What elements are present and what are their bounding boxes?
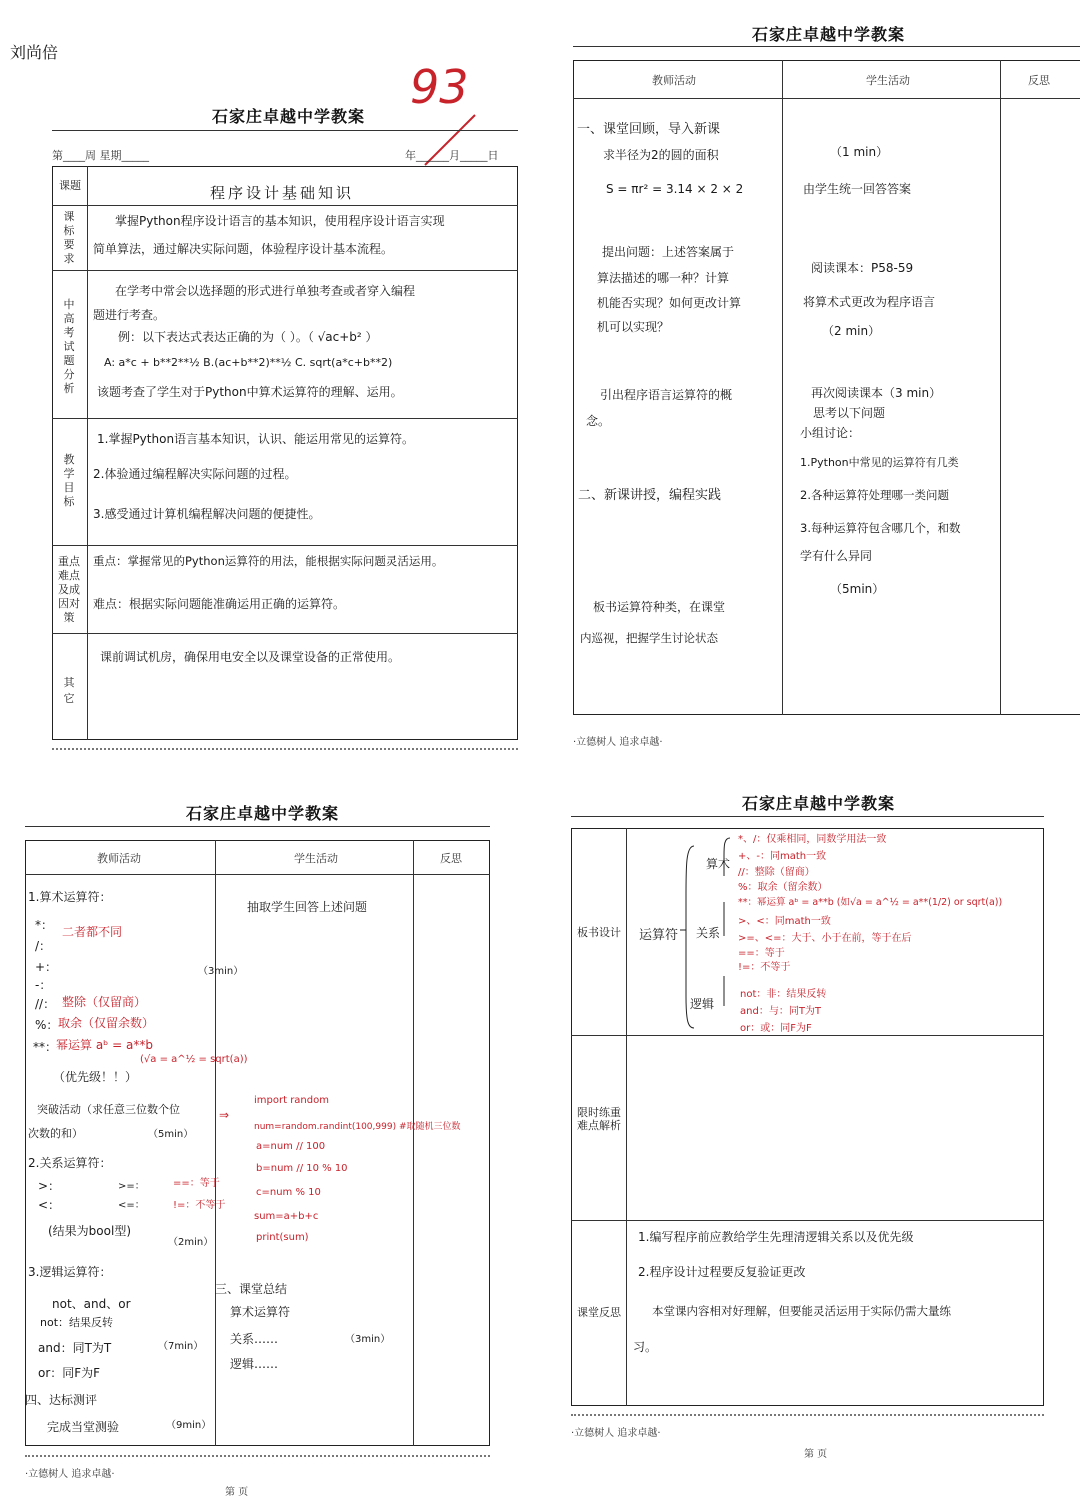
page1-title-rule [52,130,518,131]
p4-label-reflection: 课堂反思 [577,1306,621,1319]
p3-red-note: 二者都不同 [62,925,123,939]
page1-row-divider [52,205,518,206]
board-arith-item: +、-：同math一致 [738,851,827,862]
other-line: 课前调试机房，确保用电安全以及课堂设备的正常使用。 [100,650,401,664]
p4-reflection-line: 1.编写程序前应教给学生先理清逻辑关系以及优先级 [638,1230,914,1244]
p3-teacher-line: 次数的和） [28,1127,83,1140]
p4-label-practice: 限时练重难点解析 [577,1106,621,1132]
board-rel-item: >、<：同math一致 [738,916,831,927]
p3-time-mark: （7min） [158,1341,204,1352]
p3-red-note: 幂运算 aᵇ = a**b [56,1038,153,1052]
board-logic-item: not：非：结果反转 [740,989,827,1000]
board-arith-item: //：整除（留商） [738,867,815,878]
p3-teacher-line: not、and、or [52,1297,131,1311]
p3-code-line: print(sum) [256,1232,309,1243]
page1-label-divider [87,166,88,740]
p2-teacher-line: 一、课堂回顾，导入新课 [577,122,721,137]
exam-line: 题进行考查。 [93,308,166,322]
page1-row-divider [52,418,518,419]
board-branch: 关系 [696,926,721,940]
board-rel-item: ==：等于 [738,948,785,959]
board-arith-item: %：取余（留余数） [738,882,828,893]
p2-student-line: （2 min） [822,324,881,338]
page2-header-rule [573,98,1080,99]
page3-bottom-dots [25,1455,490,1457]
p3-red-note: (√a = a^½ = sqrt(a)) [140,1054,248,1065]
page4-footer-motto: ·立德树人 追求卓越· [571,1428,661,1439]
p4-reflection-line: 2.程序设计过程要反复验证更改 [638,1265,806,1279]
p3-code-line: num=random.randint(100,999) #取随机三位数 [254,1122,461,1132]
p3-teacher-line: *： [35,918,54,932]
page1-title: 石家庄卓越中学教案 [212,107,366,126]
page1-bottom-dots [52,748,518,750]
p3-teacher-line: -： [35,978,52,992]
p2-teacher-line: 求半径为2的圆的面积 [603,148,719,162]
exam-line: 该题考查了学生对于Python中算术运算符的理解、运用。 [97,385,403,399]
board-logic-item: or：或：同F为F [740,1023,812,1034]
page1-row-divider [52,633,518,634]
p3-time-mark: （3min） [198,966,244,977]
p3-teacher-line: or：同F为F [38,1366,101,1380]
p3-teacher-line: 1.算术运算符： [28,890,112,904]
board-root: 运算符 [639,928,679,943]
keypoint-line: 难点：根据实际问题能准确运用正确的运算符。 [93,597,346,611]
page2-header-teacher: 教师活动 [652,74,696,87]
exam-line: 在学考中常会以选择题的形式进行单独考查或者穿入编程 [115,284,416,298]
page3-header-student: 学生活动 [294,852,338,865]
p2-teacher-line: 提出问题：上述答案属于 [602,245,735,259]
page3-title-rule [25,826,490,827]
keypoint-line: 重点：掌握常见的Python运算符的用法，能根据实际问题灵活运用。 [93,554,444,568]
page2-title: 石家庄卓越中学教案 [752,25,906,44]
p3-teacher-line: 突破活动（求任意三位数个位 [37,1103,180,1116]
p3-code-line: c=num % 10 [256,1187,321,1198]
p2-student-line: （5min） [830,582,885,596]
grade-mark: 93 [410,60,469,114]
goal-line: 3.感受通过计算机编程解决问题的便捷性。 [93,507,321,521]
p2-teacher-line: 引出程序语言运算符的概 [600,388,733,402]
p3-teacher-line: 3.逻辑运算符： [28,1265,112,1279]
p2-student-line: 学有什么异同 [800,549,873,563]
p3-time-mark: （5min） [148,1129,194,1140]
board-branch: 逻辑 [690,997,715,1011]
p3-time-mark: （9min） [166,1420,212,1431]
goal-line: 2.体验通过编程解决实际问题的过程。 [93,467,297,481]
p3-student-line: 逻辑…… [230,1357,279,1371]
board-branch: 算术 [706,857,731,871]
exam-line: 例：以下表达式表达正确的为（ ）。（ √ac+b² ） [118,330,378,344]
p2-teacher-line: 板书运算符种类，在课堂 [593,600,726,614]
p3-red-note: !=：不等于 [173,1200,226,1211]
p2-teacher-line: 内巡视，把握学生讨论状态 [580,631,718,645]
page4-row-divider [571,1035,1044,1036]
p3-teacher-line: <： [38,1198,61,1212]
page2-col-divider [1000,60,1001,715]
p3-red-note: 整除（仅留商） [62,995,147,1009]
board-rel-item: !=：不等于 [738,962,791,973]
goal-line: 1.掌握Python语言基本知识，认识、能运用常见的运算符。 [97,432,415,446]
board-arith-item: *、/：仅乘相同，同数学用法一致 [738,834,887,845]
page1-week-line: 第____周 星期_____ [52,149,149,162]
page3-header-rule [25,874,490,875]
p3-student-line: 抽取学生回答上述问题 [247,900,368,914]
row-label-curriculum: 课标要求 [63,210,75,265]
p3-student-line: 算术运算符 [230,1305,291,1319]
p2-student-line: 3.每种运算符包含哪几个，和数 [800,521,961,535]
p3-teacher-line: (结果为bool型) [48,1224,131,1238]
p3-student-line: 三、课堂总结 [215,1282,288,1296]
p3-time-mark: （2min） [168,1237,214,1248]
page1-row-divider [52,270,518,271]
page1-date-line: 年______月_____日 [405,149,499,162]
board-logic-item: and：与：同T为T [740,1006,822,1017]
p3-teacher-line: %： [35,1018,59,1032]
page1-row-divider [52,545,518,546]
p3-code-line: import random [254,1095,329,1106]
p2-teacher-line: 算法描述的哪一种？计算 [597,271,730,285]
p3-red-note: ==：等于 [173,1178,220,1189]
p2-teacher-line: 机可以实现？ [597,320,670,334]
p3-teacher-line: 2.关系运算符： [28,1156,112,1170]
p3-teacher-line: not：结果反转 [40,1316,114,1329]
p2-teacher-line: 念。 [586,414,611,428]
p2-student-line: 阅读课本：P58-59 [811,261,914,275]
page4-title: 石家庄卓越中学教案 [742,794,896,813]
page3-title: 石家庄卓越中学教案 [186,804,340,823]
p3-teacher-line: >： [38,1179,61,1193]
page2-col-divider [782,60,783,715]
p3-student-line: 关系…… [230,1332,279,1346]
p3-code-line: b=num // 10 % 10 [256,1163,348,1174]
p3-teacher-line: and：同T为T [38,1341,112,1355]
p2-student-line: 小组讨论： [800,426,861,440]
p2-student-line: 2.各种运算符处理哪一类问题 [800,488,949,502]
p3-rel-op: >=： [118,1181,145,1192]
curriculum-line: 掌握Python程序设计语言的基本知识，使用程序设计语言实现 [115,214,445,228]
p3-teacher-line: +： [35,960,58,974]
p4-reflection-line: 习。 [633,1340,658,1354]
topic-text: 程序设计基础知识 [210,184,355,202]
board-rel-item: >=、<=：大于、小于在前，等于在后 [738,933,912,944]
p2-student-line: 再次阅读课本（3 min） [811,386,942,400]
p3-teacher-line: （优先级！！） [53,1070,138,1084]
row-label-goals: 教学目标 [63,453,75,508]
curriculum-line: 简单算法，通过解决实际问题，体验程序设计基本流程。 [93,242,394,256]
p3-red-note: 取余（仅留余数） [58,1016,155,1030]
board-arith-item: **：幂运算 aᵇ = a**b (如√a = a^½ = a**(1/2) or sqrt(a)) [738,897,1003,908]
page3-col-divider [215,840,216,1446]
p3-code-arrow: ⇒ [219,1108,230,1122]
author-signature: 刘尚倍 [10,43,59,62]
p2-teacher-line: 机能否实现？如何更改计算 [597,296,742,310]
page3-page-number: 第 页 [225,1487,249,1498]
p2-student-line: 1.Python中常见的运算符有几类 [800,456,959,469]
page3-col-divider [413,840,414,1446]
page4-label-divider [626,828,627,1406]
page2-header-student: 学生活动 [866,74,910,87]
p3-code-line: a=num // 100 [256,1141,326,1152]
p3-code-line: sum=a+b+c [254,1211,319,1222]
p2-teacher-line: 二、新课讲授，编程实践 [578,488,722,503]
row-label-keypoints: 重点难点及成因对策 [58,555,80,624]
p3-student-line: （3min） [345,1334,391,1345]
page4-page-number: 第 页 [804,1449,828,1460]
page4-bottom-dots [571,1414,1044,1416]
page2-title-rule [573,46,1080,47]
page3-header-reflect: 反思 [440,852,462,865]
p3-teacher-line: 四、达标测评 [25,1393,98,1407]
page3-footer-motto: ·立德树人 追求卓越· [25,1469,115,1480]
p3-teacher-line: **： [33,1040,58,1054]
row-label-topic: 课题 [59,179,81,192]
p2-student-line: 由学生统一回答答案 [803,182,912,196]
page3-header-teacher: 教师活动 [97,852,141,865]
exam-line: A: a*c + b**2**½ B.(ac+b**2)**½ C. sqrt(a*c+b**2) [104,356,393,369]
page4-row-divider [571,1220,1044,1221]
page4-title-rule [571,816,1044,817]
p2-student-line: 将算术式更改为程序语言 [803,295,936,309]
p2-student-line: 思考以下问题 [813,406,886,420]
p3-teacher-line: //： [35,997,56,1011]
row-label-other: 其它 [63,676,75,705]
row-label-exam-analysis: 中高考试题分析 [63,298,75,395]
p3-teacher-line: /： [35,939,52,953]
page2-header-reflect: 反思 [1028,74,1050,87]
p3-teacher-line: 完成当堂测验 [47,1420,120,1434]
p2-student-line: （1 min） [830,145,889,159]
p4-label-board: 板书设计 [577,926,621,939]
p3-rel-op: <=： [118,1200,145,1211]
p2-teacher-line: S = πr² = 3.14 × 2 × 2 [606,182,744,196]
page2-footer-motto: ·立德树人 追求卓越· [573,737,663,748]
p4-reflection-line: 本堂课内容相对好理解，但要能灵活运用于实际仍需大量练 [652,1304,951,1318]
